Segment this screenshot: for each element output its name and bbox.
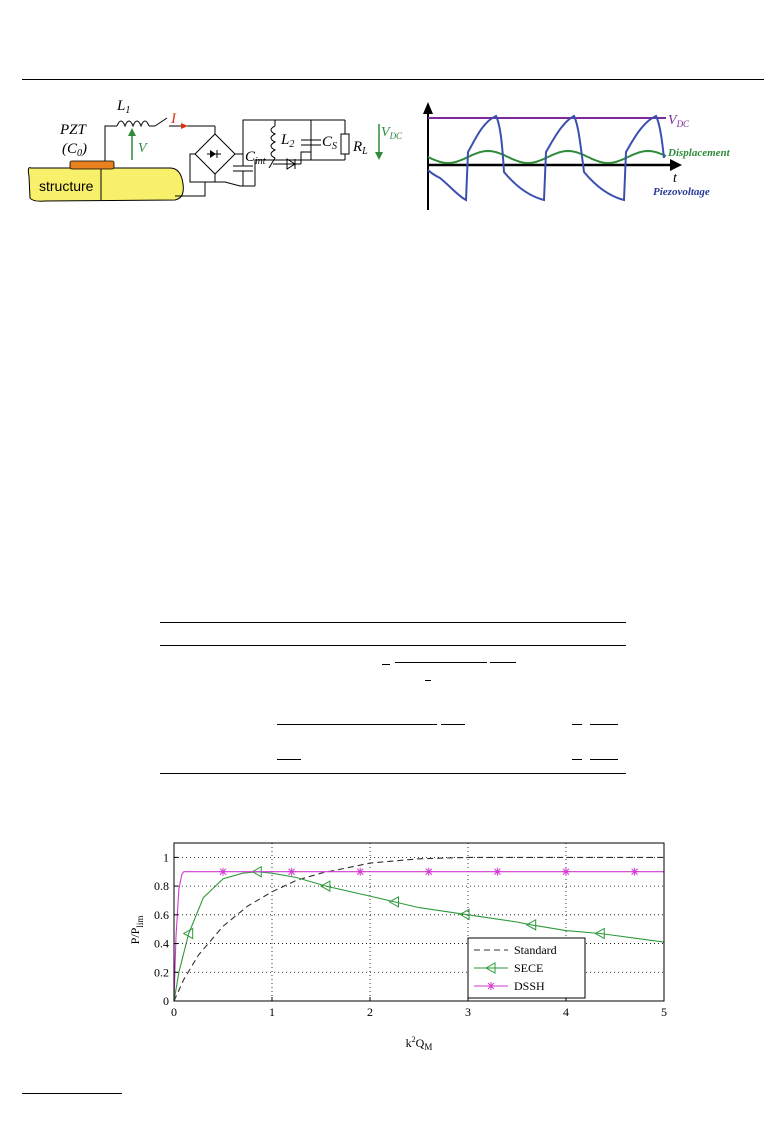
svg-text:Cint: $C_{int}$ (245, 149, 266, 167)
chart-legend (468, 938, 585, 998)
series-line-standard (174, 857, 664, 1001)
series-line-sece (174, 872, 664, 1001)
svg-text:RL: $R_L$ (353, 139, 368, 157)
table-fragment (572, 759, 582, 760)
svg-text:CS: $C_S$ (322, 134, 338, 152)
y-axis-label: $P/P_{lim}$ (128, 915, 145, 945)
piezovoltage-curve (428, 116, 664, 200)
legend-label: Standard (514, 943, 557, 957)
waveform-diagram (418, 100, 758, 215)
x-axis-label: $k^2Q_M$ (405, 1035, 433, 1052)
y-tick-label: 0.4 (154, 936, 169, 951)
svg-text:L2: $L_2$ (281, 132, 295, 150)
svg-text:Displacement: Displacement (668, 147, 730, 159)
table-fragment (572, 724, 582, 725)
svg-text:(C0): $(C_0)$ (62, 141, 87, 159)
legend-label: DSSH (514, 979, 545, 993)
data-point-dssh (562, 868, 570, 876)
x-tick-label: 2 (367, 1005, 373, 1019)
footnote-rule (22, 1093, 122, 1094)
data-point-dssh (425, 868, 433, 876)
legend-label: SECE (514, 961, 544, 975)
table-bottom-rule (160, 773, 626, 774)
x-tick-label: 3 (465, 1005, 471, 1019)
series-line-dssh (174, 872, 664, 1001)
x-tick-label: 4 (563, 1005, 569, 1019)
table-fragment (590, 759, 618, 760)
data-point-dssh (631, 868, 639, 876)
svg-text:I: I (171, 111, 176, 127)
table-fragment (590, 724, 618, 725)
table-fragment (395, 662, 487, 663)
displacement-curve (428, 151, 666, 163)
y-tick-label: 0 (163, 994, 169, 1008)
table-fragment (277, 759, 301, 760)
svg-text:VDC: $V_{DC}$ (668, 113, 690, 129)
svg-text:t: t (673, 171, 677, 186)
circuit-diagram (25, 96, 420, 214)
svg-text:PZT: PZT (60, 122, 86, 138)
y-tick-label: 0.6 (154, 907, 169, 922)
y-tick-label: 1 (163, 850, 169, 865)
table-fragment (382, 664, 390, 665)
svg-text:V: V (138, 141, 147, 156)
svg-text:VDC: $V_{DC}$ (381, 125, 403, 141)
table-header-rule (160, 645, 626, 646)
table-top-rule (160, 622, 626, 623)
x-tick-label: 0 (171, 1005, 177, 1019)
x-tick-label: 1 (269, 1005, 275, 1019)
header-rule (22, 79, 764, 80)
table-fragment (277, 724, 437, 725)
legend-marker (487, 982, 495, 990)
table-fragment (441, 724, 465, 725)
data-point-dssh (493, 868, 501, 876)
power-chart (125, 835, 675, 1060)
x-tick-label: 5 (661, 1005, 667, 1019)
table-fragment (490, 662, 516, 663)
y-tick-label: 0.8 (154, 879, 169, 894)
svg-text:Piezovoltage: Piezovoltage (653, 186, 710, 198)
y-tick-label: 0.2 (154, 965, 169, 980)
data-point-dssh (219, 868, 227, 876)
pzt-element (70, 161, 114, 169)
svg-text:L1: $L_1$ (117, 98, 131, 116)
data-point-dssh (356, 868, 364, 876)
structure-label: structure (39, 178, 94, 194)
data-point-dssh (288, 868, 296, 876)
table-fragment (425, 680, 431, 681)
